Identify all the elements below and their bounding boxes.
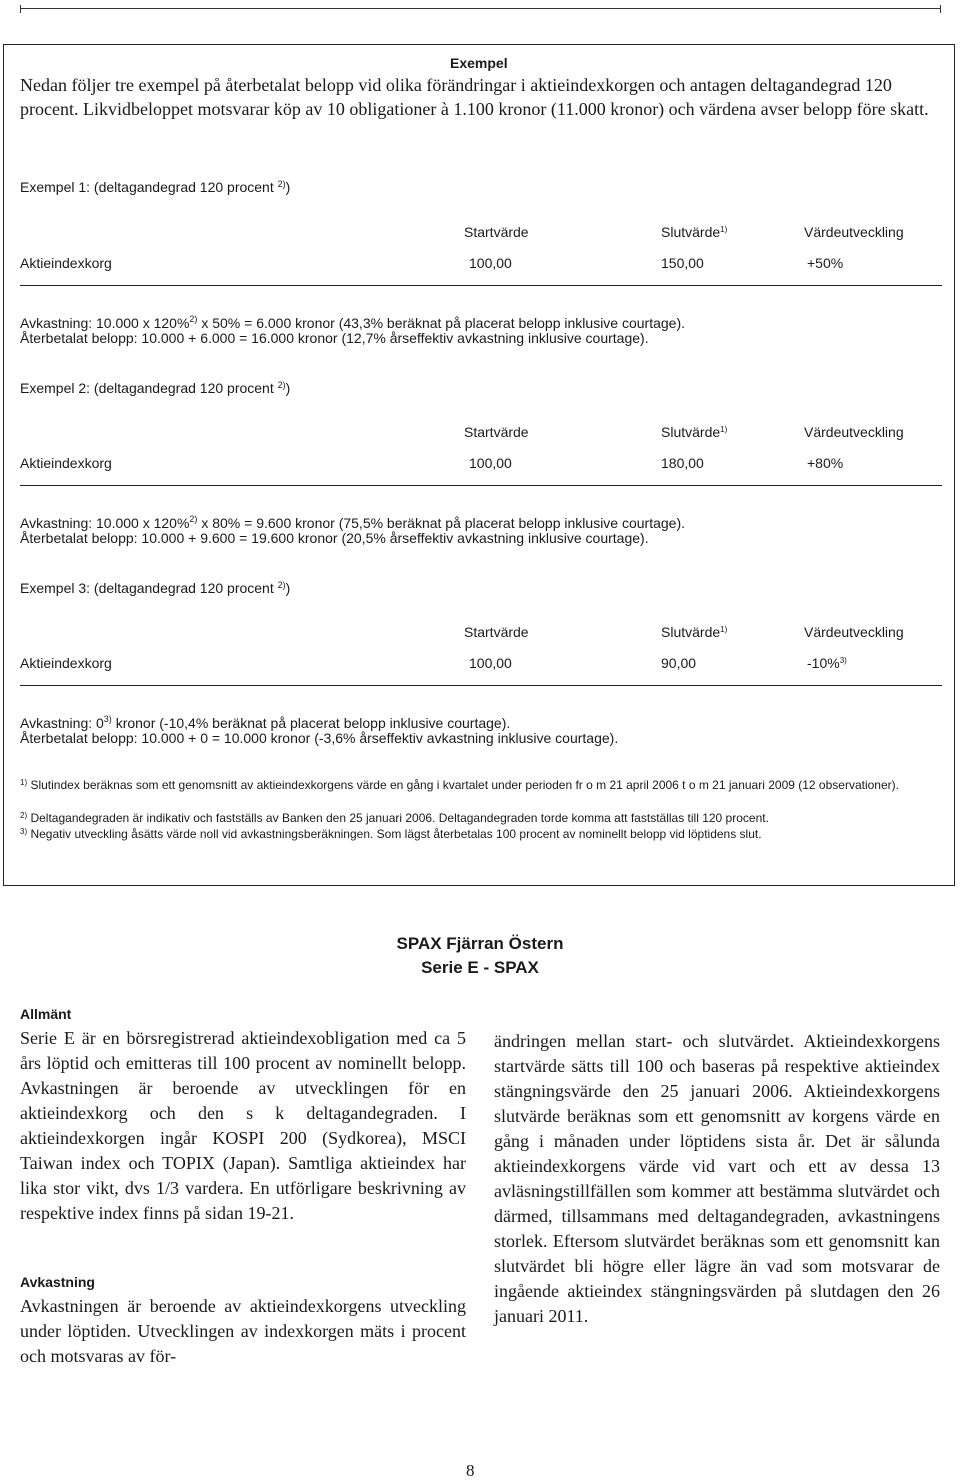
example-1-title: Exempel 1: (deltagandegrad 120 procent $^{2)}$) (20, 179, 291, 195)
example-1-end-value: 150,00 (661, 255, 704, 271)
example-1-rule (20, 285, 942, 286)
example-1-row-label: Aktieindexkorg (20, 255, 112, 271)
box-heading: Exempel (450, 55, 508, 71)
example-1-start-value: 100,00 (469, 255, 512, 271)
example-3-change-value: -10%$^{3)}$ (807, 655, 847, 671)
example-2-col-end: Slutvärde$^{1)}$ (661, 424, 728, 440)
example-3-rule (20, 685, 942, 686)
section-right-column-text: ändringen mellan start- och slutvärdet. Aktieindexkorgens startvärde sätts till 100 och baseras på respektive aktieindex stängningsvärde den 25 januari 2006. Aktieindexkorgens slutvärde beräknas som ett genomsnitt av korgens värde en gång i månaden under löptidens sista år. Det är sålunda aktieindexkorgens värde vid vart och ett av dessa 13 avläsningstillfällen som kommer att bestämma slutvärdet och därmed, tillsammans med deltagandegraden, avkastningens storlek. Eftersom slutvärdet beräknas som ett genomsnitt kan slutvärdet bli högre eller lägre än vad som motsvarar de ingående aktieindex stängningsvärden på slutdagen den 26 januari 2011. (494, 1031, 940, 1326)
example-box (3, 44, 955, 886)
product-title-line2: Serie E - SPAX (421, 958, 539, 977)
example-3-col-start: Startvärde (464, 624, 529, 640)
product-title-line1: SPAX Fjärran Östern (396, 934, 564, 953)
section-avkastning-text: Avkastningen är beroende av aktieindexkorgens utveckling under löptiden. Utvecklingen av indexkorgen mäts i procent och motsvaras av för- (20, 1296, 466, 1366)
example-3-col-end: Slutvärde$^{1)}$ (661, 624, 728, 640)
example-3-calc-return: Avkastning: 0$^{3)}$ kronor (-10,4% beräknat på placerat belopp inklusive courtage). (20, 714, 511, 731)
example-2-row-label: Aktieindexkorg (20, 455, 112, 471)
example-2-calc-return: Avkastning: 10.000 x 120%$^{2)}$ x 80% = 9.600 kronor (75,5% beräknat på placerat belopp inklusive courtage). (20, 514, 686, 531)
example-2-change-value: +80% (807, 455, 844, 471)
example-2-end-value: 180,00 (661, 455, 704, 471)
example-3-title: Exempel 3: (deltagandegrad 120 procent $^{2)}$) (20, 580, 291, 596)
example-2-col-change: Värdeutveckling (804, 424, 904, 440)
product-title (0, 932, 960, 980)
example-2-rule (20, 485, 942, 486)
example-1-calc-repaid: Återbetalat belopp: 10.000 + 6.000 = 16.000 kronor (12,7% årseffektiv avkastning inklusive courtage). (20, 330, 649, 346)
section-avkastning-heading: Avkastning (20, 1274, 95, 1290)
box-intro: Nedan följer tre exempel på återbetalat belopp vid olika förändringar i aktieindexkorgen och antagen deltagandegrad 120 procent. Likvidbeloppet motsvarar köp av 10 obligationer à 1.100 kronor (11.000 kronor) och värdena avser belopp före skatt. (20, 75, 929, 119)
example-3-calc-repaid: Återbetalat belopp: 10.000 + 0 = 10.000 kronor (-3,6% årseffektiv avkastning inklusive courtage). (20, 730, 619, 746)
example-3-row-label: Aktieindexkorg (20, 655, 112, 671)
header-rule (20, 8, 940, 9)
footnote-2: $^{2)}$ Deltagandegraden är indikativ och fastställs av Banken den 25 januari 2006. Deltagandegraden torde komma att fastställas till 120 procent. (20, 811, 769, 825)
example-2-calc-repaid: Återbetalat belopp: 10.000 + 9.600 = 19.600 kronor (20,5% årseffektiv avkastning inklusive courtage). (20, 530, 649, 546)
example-1-col-end: Slutvärde$^{1)}$ (661, 224, 728, 240)
example-1-col-start: Startvärde (464, 224, 529, 240)
section-allmant-heading: Allmänt (20, 1006, 72, 1022)
example-1-col-change: Värdeutveckling (804, 224, 904, 240)
header-rule-tick-right (940, 5, 941, 13)
example-2-start-value: 100,00 (469, 455, 512, 471)
footnote-1: $^{1)}$ Slutindex beräknas som ett genomsnitt av aktieindexkorgens värde en gång i kvartalet under perioden fr o m 21 april 2006 t o m 21 januari 2009 (12 observationer). (20, 778, 899, 792)
example-2-title: Exempel 2: (deltagandegrad 120 procent $^{2)}$) (20, 380, 291, 396)
section-allmant-text: Serie E är en börsregistrerad aktieindexobligation med ca 5 års löptid och emitteras till 100 procent av nominellt belopp. Avkastningen är beroende av utvecklingen för en aktieindexkorg och den s k deltagandegraden. I aktieindexkorgen ingår KOSPI 200 (Sydkorea), MSCI Taiwan index och TOPIX (Japan). Samtliga aktieindex har lika stor vikt, dvs 1/3 vardera. En utförligare beskrivning av respektive index finns på sidan 19-21. (20, 1028, 466, 1223)
example-2-col-start: Startvärde (464, 424, 529, 440)
example-3-col-change: Värdeutveckling (804, 624, 904, 640)
example-1-calc-return: Avkastning: 10.000 x 120%$^{2)}$ x 50% = 6.000 kronor (43,3% beräknat på placerat belopp inklusive courtage). (20, 314, 686, 331)
page-number: 8 (466, 1461, 475, 1480)
example-3-start-value: 100,00 (469, 655, 512, 671)
example-1-change-value: +50% (807, 255, 844, 271)
example-3-end-value: 90,00 (661, 655, 697, 671)
footnote-3: $^{3)}$ Negativ utveckling åsätts värde noll vid avkastningsberäkningen. Som lägst återbetalas 100 procent av nominellt belopp vid löptidens slut. (20, 827, 762, 841)
header-rule-tick-left (20, 5, 21, 13)
